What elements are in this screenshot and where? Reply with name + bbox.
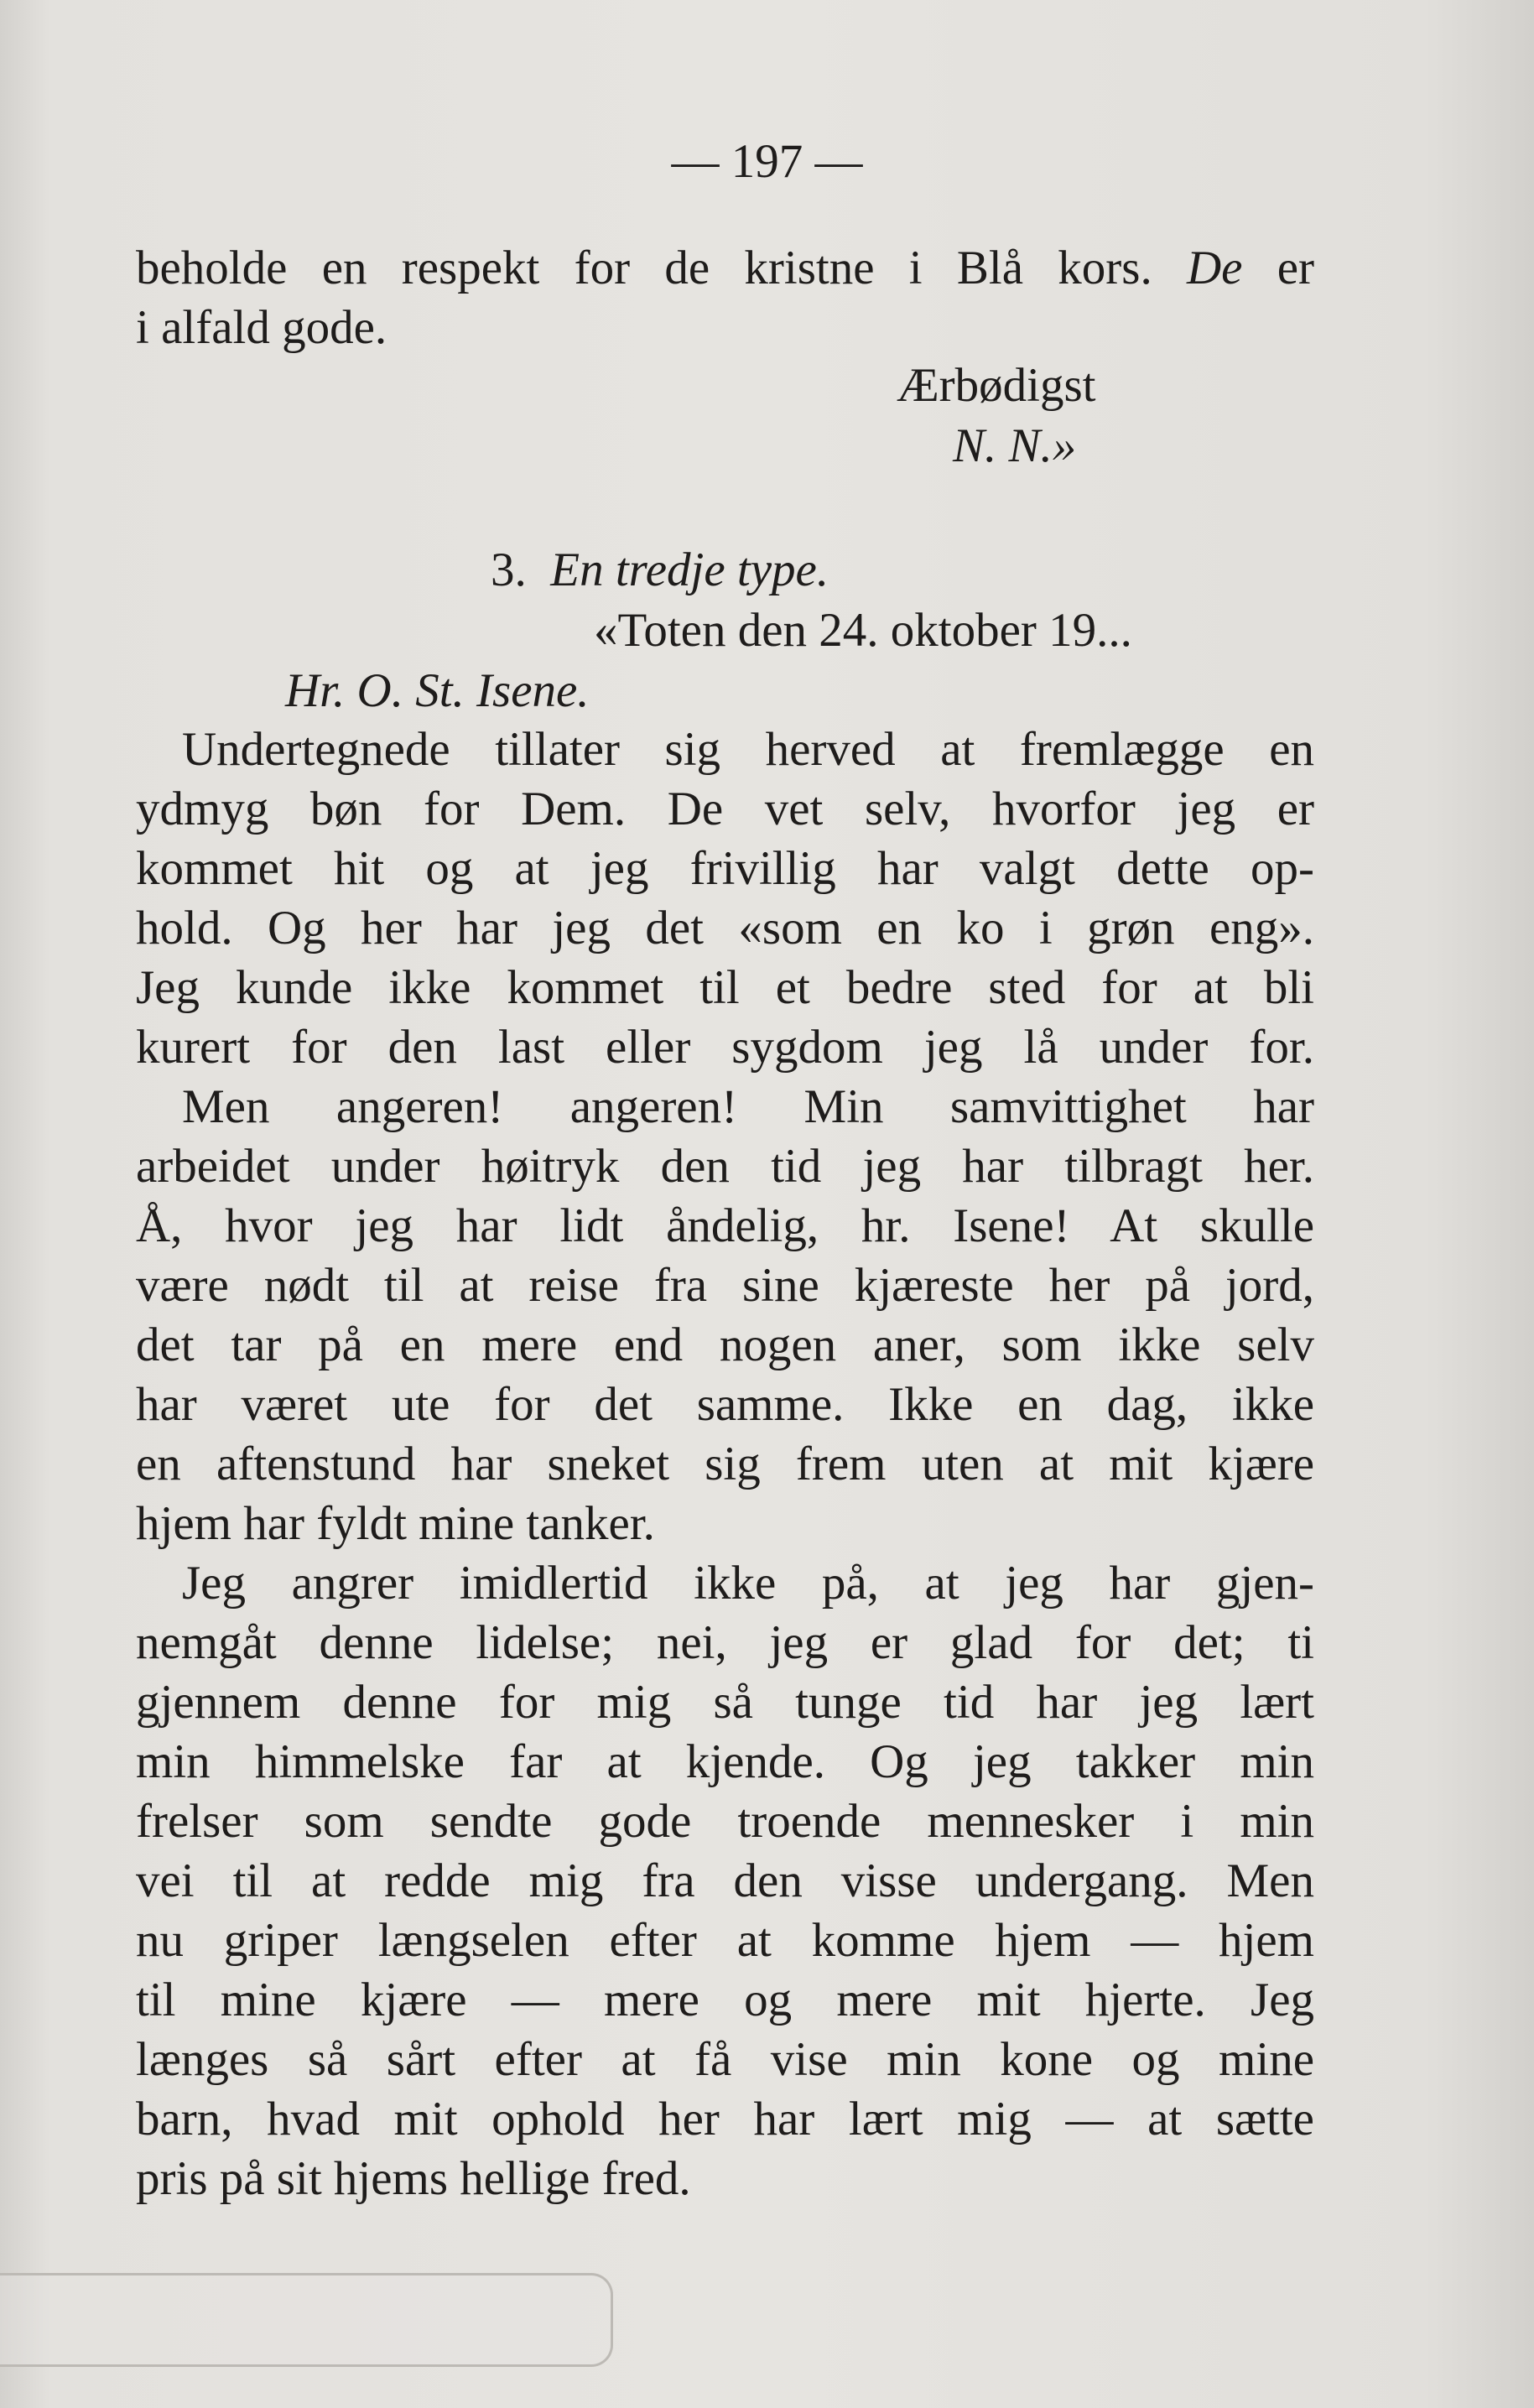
opening-line-1-italic: De bbox=[1187, 242, 1243, 294]
paragraph-2-line: Men angeren! angeren! Min samvittighet har bbox=[182, 1080, 1314, 1133]
page-number: — 197 — bbox=[671, 135, 863, 188]
paragraph-3-line: længes så sårt efter at få vise min kone og mine bbox=[136, 2033, 1314, 2086]
opening-paragraph bbox=[136, 238, 1314, 357]
opening-line-1-end: er bbox=[1277, 242, 1315, 294]
paragraph-2-line: være nødt til at reise fra sine kjæreste her på jord, bbox=[136, 1259, 1314, 1312]
paragraph-1-line: ydmyg bøn for Dem. De vet selv, hvorfor jeg er bbox=[136, 783, 1314, 835]
paragraph-1-line: hold. Og her har jeg det «som en ko i grøn eng». bbox=[136, 902, 1314, 954]
paragraph-3-line: barn, hvad mit ophold her har lært mig — at sætte bbox=[136, 2093, 1314, 2145]
paragraph-1-line: Undertegnede tillater sig herved at fremlægge en bbox=[182, 723, 1314, 776]
opening-line-1-text: beholde en respekt for de kristne i Blå kors. bbox=[136, 242, 1152, 294]
paragraph-3-line: nu griper længselen efter at komme hjem — hjem bbox=[136, 1914, 1314, 1967]
paragraph-3-line: pris på sit hjems hellige fred. bbox=[136, 2152, 691, 2205]
paragraph-2-line: Å, hvor jeg har lidt åndelig, hr. Isene! At skulle bbox=[136, 1199, 1314, 1252]
paragraph-3-line: gjennem denne for mig så tunge tid har jeg lært bbox=[136, 1676, 1314, 1729]
section-title: En tredje type. bbox=[550, 543, 829, 596]
section-heading bbox=[491, 540, 829, 600]
paragraph-2-line: hjem har fyldt mine tanker. bbox=[136, 1497, 655, 1550]
paragraph-2-line: har været ute for det samme. Ikke en dag, ikke bbox=[136, 1378, 1314, 1431]
paragraph-3-line: nemgåt denne lidelse; nei, jeg er glad for det; ti bbox=[136, 1616, 1314, 1669]
letter-salutation: Hr. O. St. Isene. bbox=[285, 664, 590, 717]
paragraph-2-line: det tar på en mere end nogen aner, som ikke selv bbox=[136, 1318, 1314, 1371]
signature: N. N.» bbox=[953, 419, 1077, 472]
paragraph-3-line: min himmelske far at kjende. Og jeg takker min bbox=[136, 1735, 1314, 1788]
paragraph-3-line: frelser som sendte gode troende mennesker i min bbox=[136, 1795, 1314, 1848]
paragraph-3-line: vei til at redde mig fra den visse undergang. Men bbox=[136, 1854, 1314, 1907]
letter-paragraph-3 bbox=[136, 1553, 1314, 2208]
paragraph-2-line: en aftenstund har sneket sig frem uten at mit kjære bbox=[136, 1438, 1314, 1490]
paper-stain-mark bbox=[0, 2273, 613, 2367]
letter-paragraph-2 bbox=[136, 1077, 1314, 1553]
paragraph-1-line: Jeg kunde ikke kommet til et bedre sted for at bli bbox=[136, 961, 1314, 1014]
closing-greeting: Ærbødigst bbox=[897, 359, 1096, 412]
section-number: 3. bbox=[491, 543, 527, 596]
paragraph-1-line: kommet hit og at jeg frivillig har valgt dette op- bbox=[136, 842, 1314, 895]
paragraph-3-line: Jeg angrer imidlertid ikke på, at jeg har gjen- bbox=[182, 1557, 1314, 1610]
paragraph-2-line: arbeidet under høitryk den tid jeg har tilbragt her. bbox=[136, 1140, 1314, 1193]
opening-line-1 bbox=[136, 238, 1314, 298]
paragraph-1-line: kurert for den last eller sygdom jeg lå under for. bbox=[136, 1021, 1314, 1074]
letter-paragraph-1 bbox=[136, 720, 1314, 1077]
opening-line-2: i alfald gode. bbox=[136, 301, 387, 354]
letter-place-date: «Toten den 24. oktober 19... bbox=[594, 604, 1132, 657]
paragraph-3-line: til mine kjære — mere og mere mit hjerte. Jeg bbox=[136, 1974, 1314, 2026]
